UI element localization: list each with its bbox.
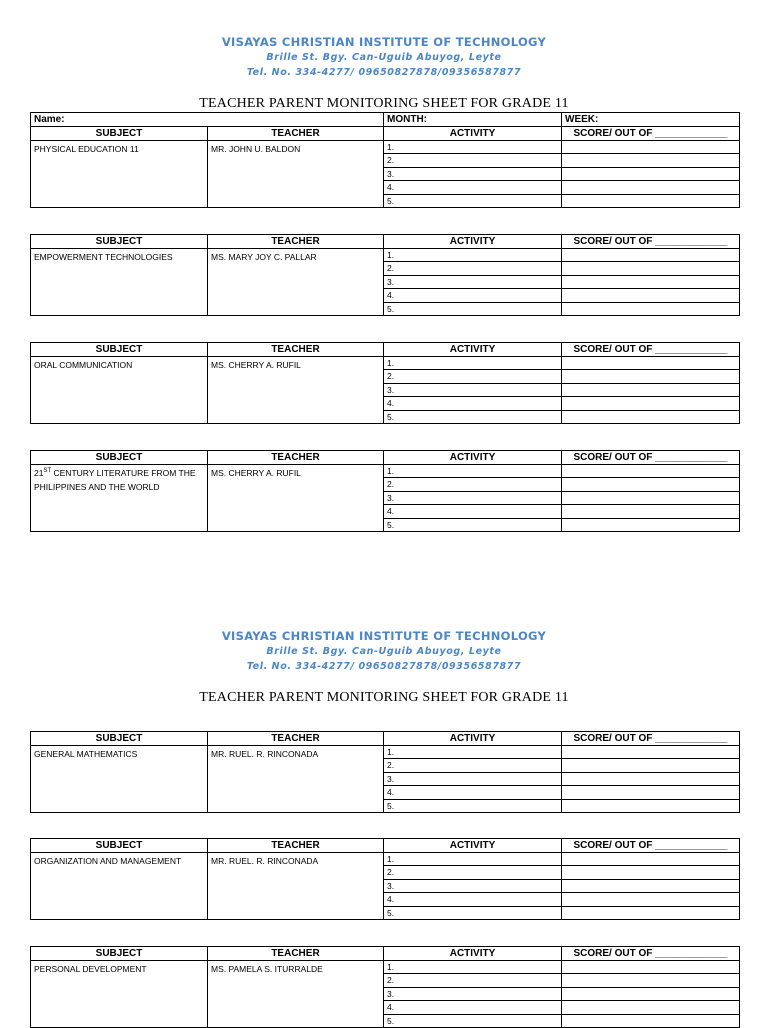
score-cell	[562, 302, 740, 315]
activity-header: ACTIVITY	[384, 343, 562, 357]
monitoring-table	[30, 731, 740, 813]
score-header: SCORE/ OUT OF _____________	[562, 947, 740, 961]
activity-header: ACTIVITY	[384, 451, 562, 465]
activity-cell: 4.	[384, 1001, 562, 1014]
subject-cell: EMPOWERMENT TECHNOLOGIES	[31, 249, 208, 316]
score-cell	[562, 357, 740, 370]
subject-header: SUBJECT	[31, 127, 208, 141]
activity-cell: 1.	[384, 746, 562, 759]
activity-cell: 5.	[384, 302, 562, 315]
activity-cell: 1.	[384, 961, 562, 974]
teacher-cell: MS. PAMELA S. ITURRALDE	[208, 961, 384, 1028]
score-cell	[562, 987, 740, 1000]
score-cell	[562, 154, 740, 167]
score-cell	[562, 141, 740, 154]
teacher-cell: MS. MARY JOY C. PALLAR	[208, 249, 384, 316]
score-header: SCORE/ OUT OF _____________	[562, 343, 740, 357]
score-cell	[562, 262, 740, 275]
subject-rest: CENTURY LITERATURE FROM THE PHILIPPINES AND THE WORLD	[34, 468, 196, 492]
activity-header: ACTIVITY	[384, 235, 562, 249]
subject-header: SUBJECT	[31, 839, 208, 853]
score-cell	[562, 465, 740, 478]
teacher-header: TEACHER	[208, 732, 384, 746]
score-cell	[562, 181, 740, 194]
score-cell	[562, 759, 740, 772]
activity-cell: 1.	[384, 465, 562, 478]
score-header: SCORE/ OUT OF _____________	[562, 235, 740, 249]
sheet-title: TEACHER PARENT MONITORING SHEET FOR GRADE 11	[199, 96, 569, 111]
activity-cell: 3.	[384, 275, 562, 288]
score-cell	[562, 1001, 740, 1014]
monitoring-table	[30, 234, 740, 316]
score-header: SCORE/ OUT OF _____________	[562, 839, 740, 853]
score-cell	[562, 491, 740, 504]
activity-cell: 2.	[384, 478, 562, 491]
activity-header: ACTIVITY	[384, 127, 562, 141]
activity-cell: 4.	[384, 505, 562, 518]
score-cell	[562, 906, 740, 919]
teacher-header: TEACHER	[208, 839, 384, 853]
score-cell	[562, 746, 740, 759]
teacher-header: TEACHER	[208, 235, 384, 249]
teacher-header: TEACHER	[208, 947, 384, 961]
activity-cell: 1.	[384, 141, 562, 154]
school-address: Brille St. Bgy. Can-Uguib Abuyog, Leyte	[266, 646, 502, 657]
name-label: Name:	[31, 113, 384, 127]
activity-cell: 3.	[384, 383, 562, 396]
activity-cell: 5.	[384, 194, 562, 207]
activity-cell: 2.	[384, 262, 562, 275]
subject-header: SUBJECT	[31, 732, 208, 746]
teacher-header: TEACHER	[208, 343, 384, 357]
activity-cell: 1.	[384, 357, 562, 370]
subject-superscript: ST	[43, 468, 52, 475]
activity-cell: 5.	[384, 906, 562, 919]
teacher-cell: MR. RUEL. R. RINCONADA	[208, 746, 384, 813]
score-cell	[562, 289, 740, 302]
activity-cell: 4.	[384, 786, 562, 799]
score-cell	[562, 853, 740, 866]
activity-cell: 2.	[384, 974, 562, 987]
subject-cell: PHYSICAL EDUCATION 11	[31, 141, 208, 208]
monitoring-table	[30, 838, 740, 920]
score-cell	[562, 275, 740, 288]
score-cell	[562, 249, 740, 262]
subject-cell: GENERAL MATHEMATICS	[31, 746, 208, 813]
teacher-header: TEACHER	[208, 127, 384, 141]
score-header: SCORE/ OUT OF _____________	[562, 127, 740, 141]
activity-cell: 4.	[384, 397, 562, 410]
teacher-cell: MR. RUEL. R. RINCONADA	[208, 853, 384, 920]
monitoring-table	[30, 450, 740, 532]
school-header-2	[0, 629, 768, 674]
sheet-title: TEACHER PARENT MONITORING SHEET FOR GRADE 11	[199, 690, 569, 705]
activity-cell: 5.	[384, 799, 562, 812]
activity-cell: 3.	[384, 987, 562, 1000]
score-cell	[562, 961, 740, 974]
score-cell	[562, 786, 740, 799]
score-cell	[562, 1014, 740, 1027]
activity-cell: 5.	[384, 1014, 562, 1027]
activity-cell: 2.	[384, 759, 562, 772]
activity-header: ACTIVITY	[384, 839, 562, 853]
score-cell	[562, 893, 740, 906]
subject-header: SUBJECT	[31, 343, 208, 357]
score-cell	[562, 370, 740, 383]
subject-cell: ORAL COMMUNICATION	[31, 357, 208, 424]
activity-cell: 1.	[384, 853, 562, 866]
school-header-1	[0, 35, 768, 80]
activity-cell: 5.	[384, 410, 562, 423]
activity-cell: 4.	[384, 181, 562, 194]
score-cell	[562, 772, 740, 785]
score-cell	[562, 974, 740, 987]
score-cell	[562, 194, 740, 207]
school-address: Brille St. Bgy. Can-Uguib Abuyog, Leyte	[266, 52, 502, 63]
score-cell	[562, 799, 740, 812]
score-cell	[562, 383, 740, 396]
score-header: SCORE/ OUT OF _____________	[562, 732, 740, 746]
score-cell	[562, 879, 740, 892]
school-phone: Tel. No. 334-4277/ 09650827878/09356587877	[246, 67, 522, 78]
school-name: VISAYAS CHRISTIAN INSTITUTE OF TECHNOLOGY	[221, 629, 547, 643]
subject-prefix: 21	[34, 468, 44, 478]
activity-cell: 4.	[384, 289, 562, 302]
subject-cell	[31, 465, 208, 532]
activity-cell: 1.	[384, 249, 562, 262]
subject-cell: ORGANIZATION AND MANAGEMENT	[31, 853, 208, 920]
monitoring-table	[30, 946, 740, 1028]
score-cell	[562, 866, 740, 879]
teacher-cell: MS. CHERRY A. RUFIL	[208, 465, 384, 532]
activity-cell: 3.	[384, 167, 562, 180]
week-label: WEEK:	[562, 113, 740, 127]
score-cell	[562, 505, 740, 518]
school-phone: Tel. No. 334-4277/ 09650827878/09356587877	[246, 661, 522, 672]
score-cell	[562, 167, 740, 180]
subject-header: SUBJECT	[31, 235, 208, 249]
activity-cell: 5.	[384, 518, 562, 531]
activity-cell: 3.	[384, 879, 562, 892]
activity-cell: 3.	[384, 772, 562, 785]
activity-cell: 2.	[384, 370, 562, 383]
score-cell	[562, 410, 740, 423]
score-cell	[562, 478, 740, 491]
subject-header: SUBJECT	[31, 451, 208, 465]
activity-cell: 3.	[384, 491, 562, 504]
month-label: MONTH:	[384, 113, 562, 127]
score-cell	[562, 518, 740, 531]
subject-header: SUBJECT	[31, 947, 208, 961]
score-cell	[562, 397, 740, 410]
activity-cell: 4.	[384, 893, 562, 906]
activity-cell: 2.	[384, 154, 562, 167]
subject-cell: PERSONAL DEVELOPMENT	[31, 961, 208, 1028]
activity-cell: 2.	[384, 866, 562, 879]
school-name: VISAYAS CHRISTIAN INSTITUTE OF TECHNOLOGY	[221, 35, 547, 49]
activity-header: ACTIVITY	[384, 732, 562, 746]
monitoring-table	[30, 342, 740, 424]
score-header: SCORE/ OUT OF _____________	[562, 451, 740, 465]
teacher-cell: MR. JOHN U. BALDON	[208, 141, 384, 208]
activity-header: ACTIVITY	[384, 947, 562, 961]
teacher-cell: MS. CHERRY A. RUFIL	[208, 357, 384, 424]
teacher-header: TEACHER	[208, 451, 384, 465]
monitoring-table	[30, 112, 740, 208]
